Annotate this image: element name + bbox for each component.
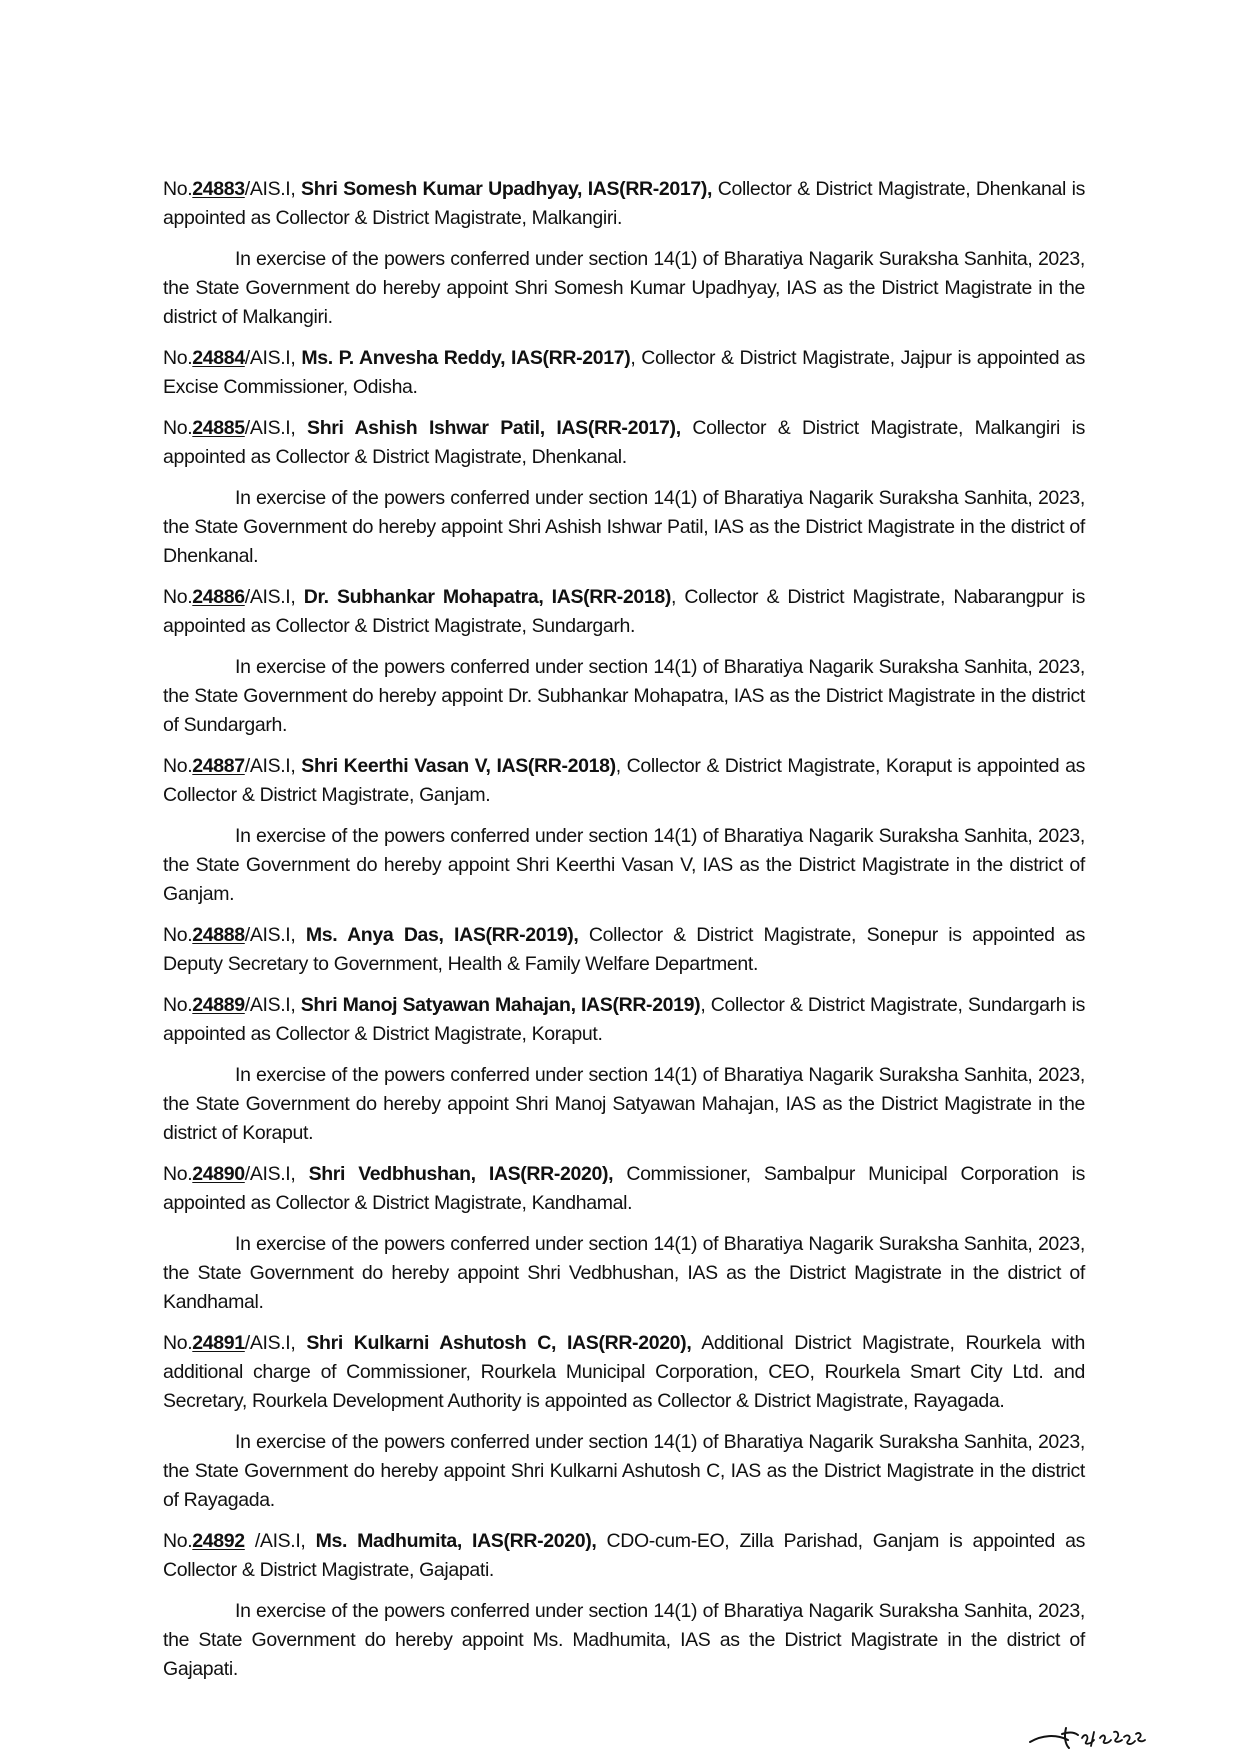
order-number: 24883 (192, 178, 245, 200)
order-section-ref: /AIS.I, (244, 347, 302, 369)
order-number: 24885 (192, 417, 245, 439)
order-details: Collector & District Magistrate, Sonepur is appointed as Deputy Secretary to Government, Health & Family Welfare Department. (163, 924, 1085, 975)
order-number: 24889 (192, 994, 245, 1016)
handwritten-signature (1028, 1722, 1148, 1752)
order-number: 24884 (192, 347, 245, 369)
order-details: , Collector & District Magistrate, Sundargarh is appointed as Collector & District Magistrate, Koraput. (163, 994, 1085, 1045)
officer-name: Shri Vedbhushan, IAS(RR-2020), (308, 1163, 614, 1185)
order-section-ref: /AIS.I, (244, 1530, 316, 1552)
magistrate-notification-paragraph: In exercise of the powers conferred under section 14(1) of Bharatiya Nagarik Suraksha Sanhita, 2023, the State Government do hereby appoint Shri Manoj Satyawan Mahajan, IAS as the District Magistrate in the district of Koraput. (163, 1064, 1085, 1144)
officer-name: Shri Manoj Satyawan Mahajan, IAS(RR-2019) (300, 994, 701, 1016)
order-number: 24891 (192, 1332, 245, 1354)
officer-name: Shri Ashish Ishwar Patil, IAS(RR-2017), (307, 417, 681, 439)
order-no-prefix: No. (163, 755, 193, 777)
order-section-ref: /AIS.I, (244, 924, 306, 946)
magistrate-notification-paragraph: In exercise of the powers conferred under section 14(1) of Bharatiya Nagarik Suraksha Sanhita, 2023, the State Government do hereby appoint Shri Vedbhushan, IAS as the District Magistrate in the district of Kandhamal. (163, 1233, 1085, 1313)
order-paragraph (163, 344, 1085, 402)
order-details: CDO-cum-EO, Zilla Parishad, Ganjam is appointed as Collector & District Magistrate, Gajapati. (163, 1530, 1085, 1581)
officer-name: Shri Kulkarni Ashutosh C, IAS(RR-2020), (306, 1332, 692, 1354)
order-no-prefix: No. (163, 1163, 193, 1185)
document-body (163, 175, 1085, 1696)
officer-name: Ms. P. Anvesha Reddy, IAS(RR-2017) (301, 347, 631, 369)
order-details: , Collector & District Magistrate, Koraput is appointed as Collector & District Magistrate, Ganjam. (163, 755, 1086, 806)
officer-name: Shri Somesh Kumar Upadhyay, IAS(RR-2017), (301, 178, 713, 200)
order-details: Collector & District Magistrate, Malkangiri is appointed as Collector & District Magistrate, Dhenkanal. (163, 417, 1085, 468)
order-no-prefix: No. (163, 178, 193, 200)
order-section-ref: /AIS.I, (244, 586, 304, 608)
magistrate-notification-paragraph: In exercise of the powers conferred under section 14(1) of Bharatiya Nagarik Suraksha Sanhita, 2023, the State Government do hereby appoint Shri Ashish Ishwar Patil, IAS as the District Magistrate in the district of Dhenkanal. (163, 487, 1085, 567)
order-details: Collector & District Magistrate, Dhenkanal is appointed as Collector & District Magistrate, Malkangiri. (163, 178, 1085, 229)
order-paragraph (163, 175, 1085, 233)
magistrate-notification-paragraph: In exercise of the powers conferred under section 14(1) of Bharatiya Nagarik Suraksha Sanhita, 2023, the State Government do hereby appoint Shri Somesh Kumar Upadhyay, IAS as the District Magistrate in the district of Malkangiri. (163, 248, 1085, 328)
order-no-prefix: No. (163, 347, 193, 369)
order-paragraph (163, 583, 1085, 641)
order-section-ref: /AIS.I, (244, 994, 301, 1016)
order-no-prefix: No. (163, 1530, 193, 1552)
order-section-ref: /AIS.I, (244, 1163, 309, 1185)
magistrate-notification-paragraph: In exercise of the powers conferred under section 14(1) of Bharatiya Nagarik Suraksha Sanhita, 2023, the State Government do hereby appoint Shri Keerthi Vasan V, IAS as the District Magistrate in the district of Ganjam. (163, 825, 1085, 905)
order-no-prefix: No. (163, 586, 193, 608)
magistrate-notification-paragraph: In exercise of the powers conferred under section 14(1) of Bharatiya Nagarik Suraksha Sanhita, 2023, the State Government do hereby appoint Dr. Subhankar Mohapatra, IAS as the District Magistrate in the district of Sundargarh. (163, 656, 1085, 736)
order-number: 24890 (192, 1163, 245, 1185)
order-no-prefix: No. (163, 994, 193, 1016)
order-number: 24887 (192, 755, 245, 777)
order-no-prefix: No. (163, 924, 193, 946)
magistrate-notification-paragraph: In exercise of the powers conferred under section 14(1) of Bharatiya Nagarik Suraksha Sanhita, 2023, the State Government do hereby appoint Shri Kulkarni Ashutosh C, IAS as the District Magistrate in the district of Rayagada. (163, 1431, 1085, 1511)
magistrate-notification-paragraph: In exercise of the powers conferred under section 14(1) of Bharatiya Nagarik Suraksha Sanhita, 2023, the State Government do hereby appoint Ms. Madhumita, IAS as the District Magistrate in the district of Gajapati. (163, 1600, 1085, 1680)
order-paragraph (163, 414, 1085, 472)
order-no-prefix: No. (163, 417, 193, 439)
order-section-ref: /AIS.I, (244, 417, 308, 439)
order-details: Commissioner, Sambalpur Municipal Corporation is appointed as Collector & District Magistrate, Kandhamal. (163, 1163, 1085, 1214)
order-section-ref: /AIS.I, (244, 755, 302, 777)
order-details: , Collector & District Magistrate, Nabarangpur is appointed as Collector & District Magistrate, Sundargarh. (163, 586, 1085, 637)
officer-name: Ms. Madhumita, IAS(RR-2020), (315, 1530, 597, 1552)
order-details: , Collector & District Magistrate, Jajpur is appointed as Excise Commissioner, Odisha. (163, 347, 1085, 398)
order-number: 24886 (192, 586, 245, 608)
order-paragraph (163, 991, 1085, 1049)
order-number: 24888 (192, 924, 245, 946)
order-paragraph (163, 921, 1085, 979)
order-section-ref: /AIS.I, (244, 178, 302, 200)
order-no-prefix: No. (163, 1332, 193, 1354)
order-paragraph (163, 1527, 1085, 1585)
order-details: Additional District Magistrate, Rourkela with additional charge of Commissioner, Rourkela Municipal Corporation, CEO, Rourkela Smart City Ltd. and Secretary, Rourkela Development Authority is appointed as Collector & District Magistrate, Rayagada. (163, 1332, 1085, 1412)
order-paragraph (163, 1329, 1085, 1416)
order-paragraph (163, 1160, 1085, 1218)
officer-name: Dr. Subhankar Mohapatra, IAS(RR-2018) (303, 586, 672, 608)
order-section-ref: /AIS.I, (244, 1332, 307, 1354)
officer-name: Ms. Anya Das, IAS(RR-2019), (305, 924, 579, 946)
officer-name: Shri Keerthi Vasan V, IAS(RR-2018) (301, 755, 616, 777)
order-number: 24892 (192, 1530, 245, 1552)
order-paragraph (163, 752, 1085, 810)
